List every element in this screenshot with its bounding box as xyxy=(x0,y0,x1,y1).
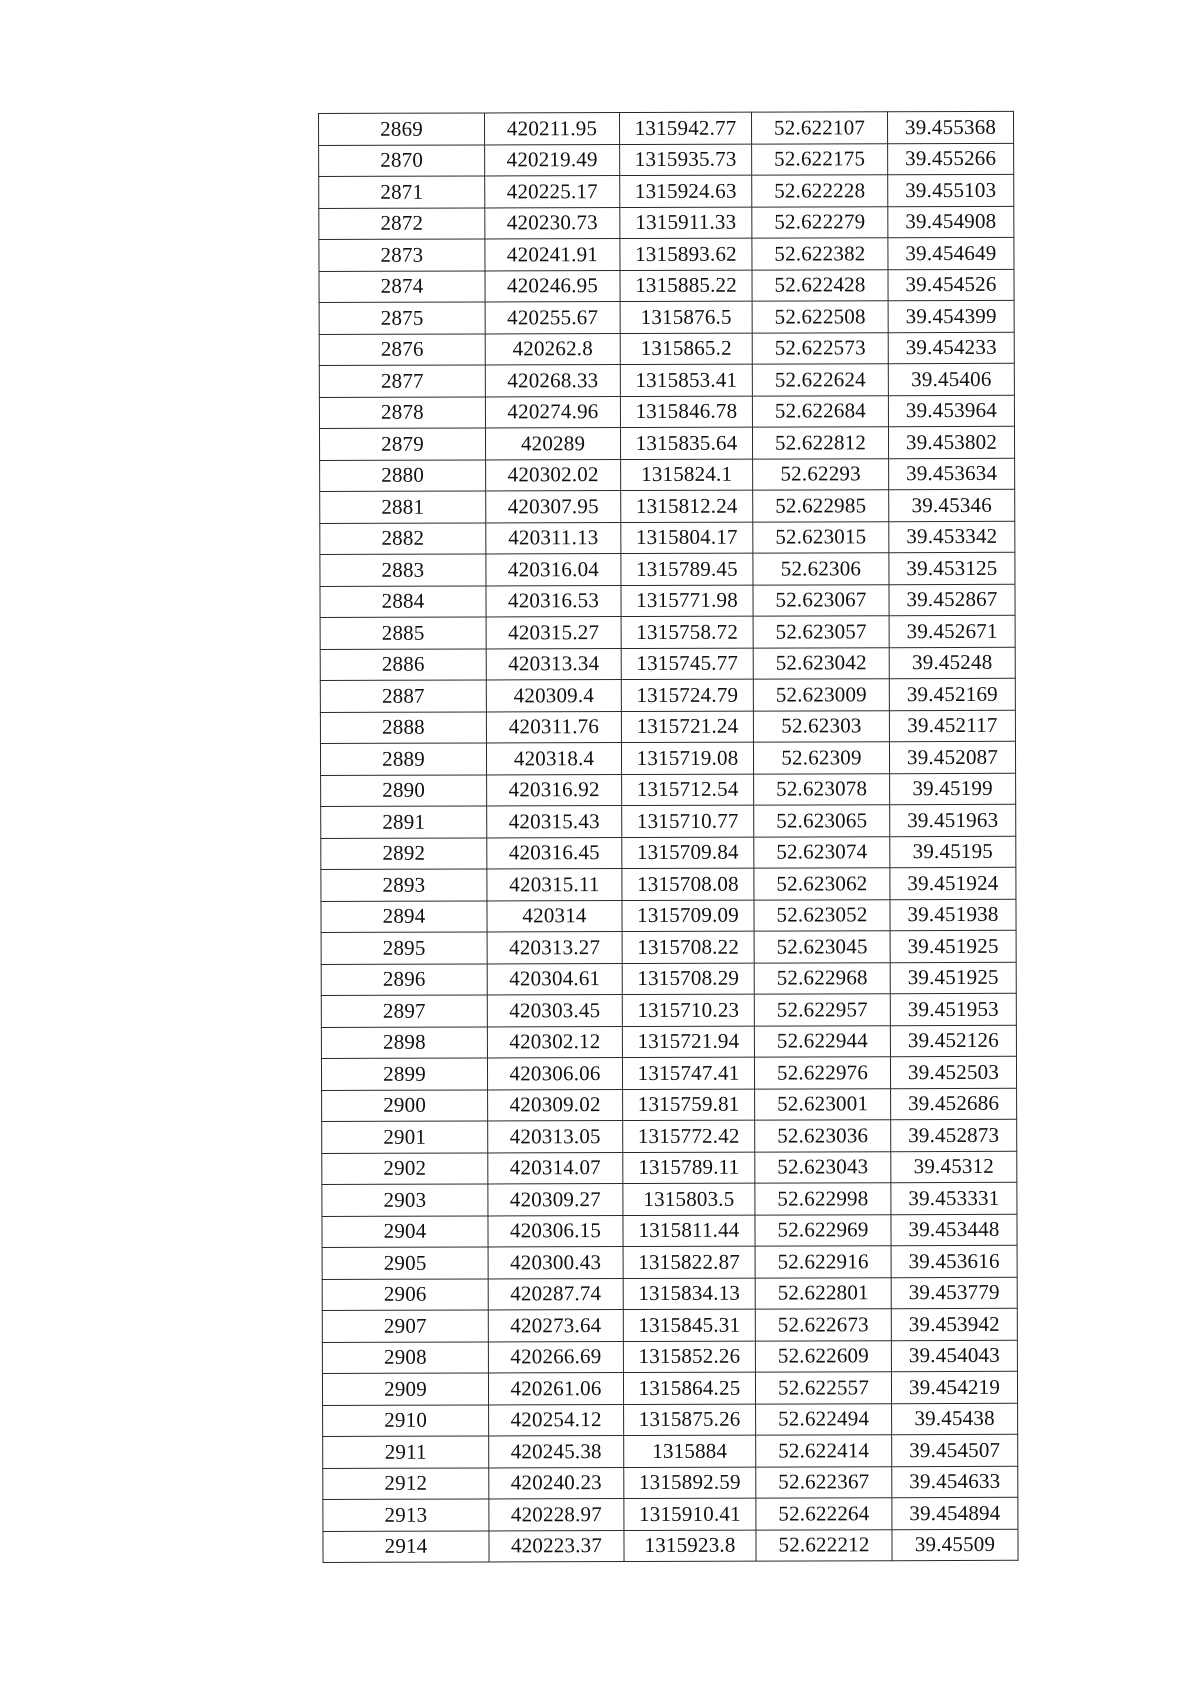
x-coordinate-cell: 420306.06 xyxy=(487,1058,622,1090)
y-coordinate-cell: 1315745.77 xyxy=(621,648,753,680)
latitude-cell: 52.622573 xyxy=(752,332,888,364)
x-coordinate-cell: 420245.38 xyxy=(489,1436,624,1468)
longitude-cell: 39.453448 xyxy=(891,1214,1017,1246)
point-number-cell: 2891 xyxy=(321,806,487,838)
y-coordinate-cell: 1315923.8 xyxy=(624,1530,756,1562)
longitude-cell: 39.452503 xyxy=(890,1056,1016,1088)
latitude-cell: 52.623062 xyxy=(754,868,890,900)
latitude-cell: 52.622957 xyxy=(754,994,890,1026)
y-coordinate-cell: 1315812.24 xyxy=(621,490,753,522)
table-row xyxy=(322,1340,1017,1374)
x-coordinate-cell: 420261.06 xyxy=(488,1373,623,1405)
latitude-cell: 52.622998 xyxy=(755,1183,891,1215)
table-row xyxy=(319,300,1014,334)
y-coordinate-cell: 1315864.25 xyxy=(623,1372,755,1404)
table-row xyxy=(321,899,1016,933)
table-row xyxy=(322,1182,1017,1216)
point-number-cell: 2885 xyxy=(320,617,486,649)
x-coordinate-cell: 420315.11 xyxy=(487,869,622,901)
table-row xyxy=(320,489,1015,523)
longitude-cell: 39.45312 xyxy=(891,1151,1017,1183)
latitude-cell: 52.622382 xyxy=(752,238,888,270)
latitude-cell: 52.622968 xyxy=(754,962,890,994)
x-coordinate-cell: 420306.15 xyxy=(488,1215,623,1247)
point-number-cell: 2910 xyxy=(323,1404,489,1436)
x-coordinate-cell: 420241.91 xyxy=(485,239,620,271)
y-coordinate-cell: 1315824.1 xyxy=(621,459,753,491)
x-coordinate-cell: 420262.8 xyxy=(485,333,620,365)
x-coordinate-cell: 420302.02 xyxy=(486,459,621,491)
longitude-cell: 39.452671 xyxy=(889,615,1015,647)
x-coordinate-cell: 420268.33 xyxy=(485,365,620,397)
y-coordinate-cell: 1315708.22 xyxy=(622,931,754,963)
x-coordinate-cell: 420313.05 xyxy=(488,1121,623,1153)
point-number-cell: 2887 xyxy=(320,680,486,712)
point-number-cell: 2884 xyxy=(320,585,486,617)
point-number-cell: 2873 xyxy=(319,239,485,271)
point-number-cell: 2900 xyxy=(322,1089,488,1121)
longitude-cell: 39.452867 xyxy=(889,584,1015,616)
latitude-cell: 52.622916 xyxy=(755,1246,891,1278)
point-number-cell: 2878 xyxy=(319,396,485,428)
latitude-cell: 52.623057 xyxy=(753,616,889,648)
y-coordinate-cell: 1315708.29 xyxy=(622,963,754,995)
longitude-cell: 39.452126 xyxy=(890,1025,1016,1057)
table-row xyxy=(320,710,1015,744)
point-number-cell: 2869 xyxy=(319,113,485,145)
longitude-cell: 39.455266 xyxy=(888,143,1014,175)
point-number-cell: 2896 xyxy=(321,963,487,995)
y-coordinate-cell: 1315885.22 xyxy=(620,270,752,302)
point-number-cell: 2894 xyxy=(321,900,487,932)
longitude-cell: 39.451925 xyxy=(890,930,1016,962)
x-coordinate-cell: 420255.67 xyxy=(485,302,620,334)
point-number-cell: 2905 xyxy=(322,1247,488,1279)
latitude-cell: 52.623078 xyxy=(754,773,890,805)
point-number-cell: 2888 xyxy=(320,711,486,743)
latitude-cell: 52.623036 xyxy=(755,1120,891,1152)
y-coordinate-cell: 1315789.45 xyxy=(621,553,753,585)
table-row xyxy=(320,741,1015,775)
latitude-cell: 52.622985 xyxy=(753,490,889,522)
point-number-cell: 2876 xyxy=(319,333,485,365)
table-row xyxy=(319,174,1014,208)
point-number-cell: 2908 xyxy=(322,1341,488,1373)
latitude-cell: 52.623009 xyxy=(753,679,889,711)
latitude-cell: 52.622969 xyxy=(755,1214,891,1246)
y-coordinate-cell: 1315911.33 xyxy=(620,207,752,239)
latitude-cell: 52.623001 xyxy=(755,1088,891,1120)
longitude-cell: 39.452087 xyxy=(889,741,1015,773)
y-coordinate-cell: 1315846.78 xyxy=(620,396,752,428)
point-number-cell: 2902 xyxy=(322,1152,488,1184)
longitude-cell: 39.453634 xyxy=(889,458,1015,490)
longitude-cell: 39.453802 xyxy=(888,426,1014,458)
x-coordinate-cell: 420318.4 xyxy=(486,743,621,775)
table-row xyxy=(320,584,1015,618)
y-coordinate-cell: 1315747.41 xyxy=(622,1057,754,1089)
table-row xyxy=(322,1245,1017,1279)
x-coordinate-cell: 420287.74 xyxy=(488,1278,623,1310)
latitude-cell: 52.623074 xyxy=(754,836,890,868)
latitude-cell: 52.622944 xyxy=(754,1025,890,1057)
y-coordinate-cell: 1315924.63 xyxy=(620,175,752,207)
table-row xyxy=(319,206,1014,240)
latitude-cell: 52.623052 xyxy=(754,899,890,931)
x-coordinate-cell: 420311.76 xyxy=(486,711,621,743)
latitude-cell: 52.622684 xyxy=(752,395,888,427)
x-coordinate-cell: 420273.64 xyxy=(488,1310,623,1342)
y-coordinate-cell: 1315876.5 xyxy=(620,301,752,333)
y-coordinate-cell: 1315845.31 xyxy=(623,1309,755,1341)
y-coordinate-cell: 1315942.77 xyxy=(620,112,752,144)
point-number-cell: 2882 xyxy=(320,522,486,554)
longitude-cell: 39.451938 xyxy=(890,899,1016,931)
y-coordinate-cell: 1315865.2 xyxy=(620,333,752,365)
longitude-cell: 39.451924 xyxy=(890,867,1016,899)
x-coordinate-cell: 420304.61 xyxy=(487,963,622,995)
x-coordinate-cell: 420228.97 xyxy=(489,1499,624,1531)
longitude-cell: 39.45438 xyxy=(892,1403,1018,1435)
x-coordinate-cell: 420307.95 xyxy=(486,491,621,523)
point-number-cell: 2874 xyxy=(319,270,485,302)
point-number-cell: 2904 xyxy=(322,1215,488,1247)
y-coordinate-cell: 1315935.73 xyxy=(620,144,752,176)
table-row xyxy=(323,1466,1018,1500)
longitude-cell: 39.454894 xyxy=(892,1497,1018,1529)
y-coordinate-cell: 1315853.41 xyxy=(620,364,752,396)
table-row xyxy=(320,458,1015,492)
table-row xyxy=(321,993,1016,1027)
table-row xyxy=(319,237,1014,271)
latitude-cell: 52.622279 xyxy=(752,206,888,238)
x-coordinate-cell: 420316.92 xyxy=(487,774,622,806)
point-number-cell: 2913 xyxy=(323,1499,489,1531)
latitude-cell: 52.623065 xyxy=(754,805,890,837)
x-coordinate-cell: 420314 xyxy=(487,900,622,932)
table-row xyxy=(321,930,1016,964)
longitude-cell: 39.454233 xyxy=(888,332,1014,364)
longitude-cell: 39.454526 xyxy=(888,269,1014,301)
latitude-cell: 52.62293 xyxy=(753,458,889,490)
x-coordinate-cell: 420289 xyxy=(485,428,620,460)
latitude-cell: 52.622624 xyxy=(752,364,888,396)
longitude-cell: 39.45248 xyxy=(889,647,1015,679)
table-row xyxy=(319,111,1014,145)
latitude-cell: 52.623045 xyxy=(754,931,890,963)
y-coordinate-cell: 1315710.23 xyxy=(622,994,754,1026)
table-row xyxy=(322,1119,1017,1153)
point-number-cell: 2879 xyxy=(319,428,485,460)
longitude-cell: 39.455368 xyxy=(887,111,1013,143)
table-row xyxy=(323,1497,1018,1531)
table-row xyxy=(319,426,1014,460)
x-coordinate-cell: 420246.95 xyxy=(485,270,620,302)
longitude-cell: 39.454507 xyxy=(892,1434,1018,1466)
point-number-cell: 2889 xyxy=(320,743,486,775)
longitude-cell: 39.453942 xyxy=(891,1308,1017,1340)
latitude-cell: 52.622508 xyxy=(752,301,888,333)
point-number-cell: 2901 xyxy=(322,1121,488,1153)
latitude-cell: 52.622801 xyxy=(755,1277,891,1309)
x-coordinate-cell: 420266.69 xyxy=(488,1341,623,1373)
y-coordinate-cell: 1315893.62 xyxy=(620,238,752,270)
y-coordinate-cell: 1315708.08 xyxy=(622,868,754,900)
longitude-cell: 39.454399 xyxy=(888,300,1014,332)
latitude-cell: 52.622609 xyxy=(755,1340,891,1372)
y-coordinate-cell: 1315712.54 xyxy=(622,774,754,806)
latitude-cell: 52.623015 xyxy=(753,521,889,553)
point-number-cell: 2895 xyxy=(321,932,487,964)
point-number-cell: 2886 xyxy=(320,648,486,680)
point-number-cell: 2893 xyxy=(321,869,487,901)
y-coordinate-cell: 1315803.5 xyxy=(623,1183,755,1215)
longitude-cell: 39.453964 xyxy=(888,395,1014,427)
y-coordinate-cell: 1315710.77 xyxy=(622,805,754,837)
x-coordinate-cell: 420316.45 xyxy=(487,837,622,869)
x-coordinate-cell: 420316.04 xyxy=(486,554,621,586)
coordinates-table xyxy=(318,111,1019,1563)
y-coordinate-cell: 1315910.41 xyxy=(624,1498,756,1530)
longitude-cell: 39.45199 xyxy=(890,773,1016,805)
x-coordinate-cell: 420311.13 xyxy=(486,522,621,554)
x-coordinate-cell: 420302.12 xyxy=(487,1026,622,1058)
table-row xyxy=(322,1277,1017,1311)
x-coordinate-cell: 420303.45 xyxy=(487,995,622,1027)
x-coordinate-cell: 420300.43 xyxy=(488,1247,623,1279)
latitude-cell: 52.622812 xyxy=(752,427,888,459)
table-row xyxy=(321,962,1016,996)
table-row xyxy=(319,143,1014,177)
y-coordinate-cell: 1315789.11 xyxy=(623,1152,755,1184)
latitude-cell: 52.62309 xyxy=(753,742,889,774)
point-number-cell: 2906 xyxy=(322,1278,488,1310)
table-row xyxy=(322,1151,1017,1185)
x-coordinate-cell: 420315.43 xyxy=(487,806,622,838)
y-coordinate-cell: 1315719.08 xyxy=(621,742,753,774)
point-number-cell: 2898 xyxy=(321,1026,487,1058)
x-coordinate-cell: 420254.12 xyxy=(489,1404,624,1436)
table-row xyxy=(319,332,1014,366)
x-coordinate-cell: 420309.02 xyxy=(488,1089,623,1121)
y-coordinate-cell: 1315822.87 xyxy=(623,1246,755,1278)
latitude-cell: 52.622673 xyxy=(755,1309,891,1341)
longitude-cell: 39.451925 xyxy=(890,962,1016,994)
longitude-cell: 39.455103 xyxy=(888,174,1014,206)
y-coordinate-cell: 1315852.26 xyxy=(623,1341,755,1373)
latitude-cell: 52.622428 xyxy=(752,269,888,301)
y-coordinate-cell: 1315758.72 xyxy=(621,616,753,648)
latitude-cell: 52.622367 xyxy=(756,1466,892,1498)
longitude-cell: 39.453779 xyxy=(891,1277,1017,1309)
point-number-cell: 2872 xyxy=(319,207,485,239)
y-coordinate-cell: 1315709.84 xyxy=(622,837,754,869)
table-row xyxy=(319,363,1014,397)
point-number-cell: 2877 xyxy=(319,365,485,397)
latitude-cell: 52.62306 xyxy=(753,553,889,585)
x-coordinate-cell: 420309.4 xyxy=(486,680,621,712)
latitude-cell: 52.62303 xyxy=(753,710,889,742)
y-coordinate-cell: 1315892.59 xyxy=(624,1467,756,1499)
x-coordinate-cell: 420274.96 xyxy=(485,396,620,428)
coordinates-table-body xyxy=(319,111,1019,1562)
longitude-cell: 39.453125 xyxy=(889,552,1015,584)
table-row xyxy=(322,1371,1017,1405)
latitude-cell: 52.622228 xyxy=(752,175,888,207)
table-row xyxy=(322,1214,1017,1248)
longitude-cell: 39.454633 xyxy=(892,1466,1018,1498)
latitude-cell: 52.622414 xyxy=(756,1435,892,1467)
x-coordinate-cell: 420313.34 xyxy=(486,648,621,680)
longitude-cell: 39.45509 xyxy=(892,1529,1018,1561)
latitude-cell: 52.622175 xyxy=(752,143,888,175)
point-number-cell: 2875 xyxy=(319,302,485,334)
longitude-cell: 39.45346 xyxy=(889,489,1015,521)
x-coordinate-cell: 420240.23 xyxy=(489,1467,624,1499)
latitude-cell: 52.622557 xyxy=(755,1372,891,1404)
longitude-cell: 39.451953 xyxy=(890,993,1016,1025)
point-number-cell: 2890 xyxy=(321,774,487,806)
y-coordinate-cell: 1315721.94 xyxy=(622,1026,754,1058)
latitude-cell: 52.622264 xyxy=(756,1498,892,1530)
x-coordinate-cell: 420316.53 xyxy=(486,585,621,617)
table-row xyxy=(323,1529,1018,1563)
longitude-cell: 39.452169 xyxy=(889,678,1015,710)
table-row xyxy=(320,521,1015,555)
table-row xyxy=(319,269,1014,303)
longitude-cell: 39.452873 xyxy=(891,1119,1017,1151)
point-number-cell: 2907 xyxy=(322,1310,488,1342)
point-number-cell: 2914 xyxy=(323,1530,489,1562)
table-row xyxy=(320,647,1015,681)
point-number-cell: 2912 xyxy=(323,1467,489,1499)
y-coordinate-cell: 1315721.24 xyxy=(621,711,753,743)
latitude-cell: 52.622212 xyxy=(756,1529,892,1561)
longitude-cell: 39.454908 xyxy=(888,206,1014,238)
longitude-cell: 39.454043 xyxy=(891,1340,1017,1372)
x-coordinate-cell: 420309.27 xyxy=(488,1184,623,1216)
x-coordinate-cell: 420314.07 xyxy=(488,1152,623,1184)
y-coordinate-cell: 1315771.98 xyxy=(621,585,753,617)
longitude-cell: 39.453616 xyxy=(891,1245,1017,1277)
table-row xyxy=(320,615,1015,649)
table-row xyxy=(321,804,1016,838)
x-coordinate-cell: 420313.27 xyxy=(487,932,622,964)
longitude-cell: 39.454219 xyxy=(891,1371,1017,1403)
y-coordinate-cell: 1315709.09 xyxy=(622,900,754,932)
table-row xyxy=(321,1056,1016,1090)
table-row xyxy=(320,552,1015,586)
point-number-cell: 2883 xyxy=(320,554,486,586)
y-coordinate-cell: 1315759.81 xyxy=(623,1089,755,1121)
longitude-cell: 39.453342 xyxy=(889,521,1015,553)
point-number-cell: 2897 xyxy=(321,995,487,1027)
point-number-cell: 2903 xyxy=(322,1184,488,1216)
table-row xyxy=(321,773,1016,807)
longitude-cell: 39.454649 xyxy=(888,237,1014,269)
y-coordinate-cell: 1315884 xyxy=(624,1435,756,1467)
table-row xyxy=(323,1403,1018,1437)
point-number-cell: 2871 xyxy=(319,176,485,208)
y-coordinate-cell: 1315724.79 xyxy=(621,679,753,711)
y-coordinate-cell: 1315835.64 xyxy=(620,427,752,459)
x-coordinate-cell: 420211.95 xyxy=(485,113,620,145)
y-coordinate-cell: 1315834.13 xyxy=(623,1278,755,1310)
longitude-cell: 39.453331 xyxy=(891,1182,1017,1214)
point-number-cell: 2881 xyxy=(320,491,486,523)
latitude-cell: 52.622107 xyxy=(751,112,887,144)
x-coordinate-cell: 420230.73 xyxy=(485,207,620,239)
latitude-cell: 52.623043 xyxy=(755,1151,891,1183)
table-row xyxy=(321,1025,1016,1059)
point-number-cell: 2870 xyxy=(319,144,485,176)
table-row xyxy=(321,836,1016,870)
latitude-cell: 52.622494 xyxy=(756,1403,892,1435)
y-coordinate-cell: 1315804.17 xyxy=(621,522,753,554)
x-coordinate-cell: 420225.17 xyxy=(485,176,620,208)
longitude-cell: 39.451963 xyxy=(890,804,1016,836)
point-number-cell: 2892 xyxy=(321,837,487,869)
point-number-cell: 2909 xyxy=(322,1373,488,1405)
point-number-cell: 2911 xyxy=(323,1436,489,1468)
table-row xyxy=(322,1088,1017,1122)
x-coordinate-cell: 420219.49 xyxy=(485,144,620,176)
x-coordinate-cell: 420223.37 xyxy=(489,1530,624,1562)
point-number-cell: 2880 xyxy=(320,459,486,491)
longitude-cell: 39.45406 xyxy=(888,363,1014,395)
point-number-cell: 2899 xyxy=(321,1058,487,1090)
longitude-cell: 39.452686 xyxy=(891,1088,1017,1120)
table-row xyxy=(322,1308,1017,1342)
y-coordinate-cell: 1315811.44 xyxy=(623,1215,755,1247)
table-row xyxy=(319,395,1014,429)
latitude-cell: 52.622976 xyxy=(754,1057,890,1089)
y-coordinate-cell: 1315772.42 xyxy=(623,1120,755,1152)
longitude-cell: 39.45195 xyxy=(890,836,1016,868)
x-coordinate-cell: 420315.27 xyxy=(486,617,621,649)
table-row xyxy=(321,867,1016,901)
table-row xyxy=(323,1434,1018,1468)
latitude-cell: 52.623042 xyxy=(753,647,889,679)
latitude-cell: 52.623067 xyxy=(753,584,889,616)
y-coordinate-cell: 1315875.26 xyxy=(624,1404,756,1436)
longitude-cell: 39.452117 xyxy=(889,710,1015,742)
table-row xyxy=(320,678,1015,712)
